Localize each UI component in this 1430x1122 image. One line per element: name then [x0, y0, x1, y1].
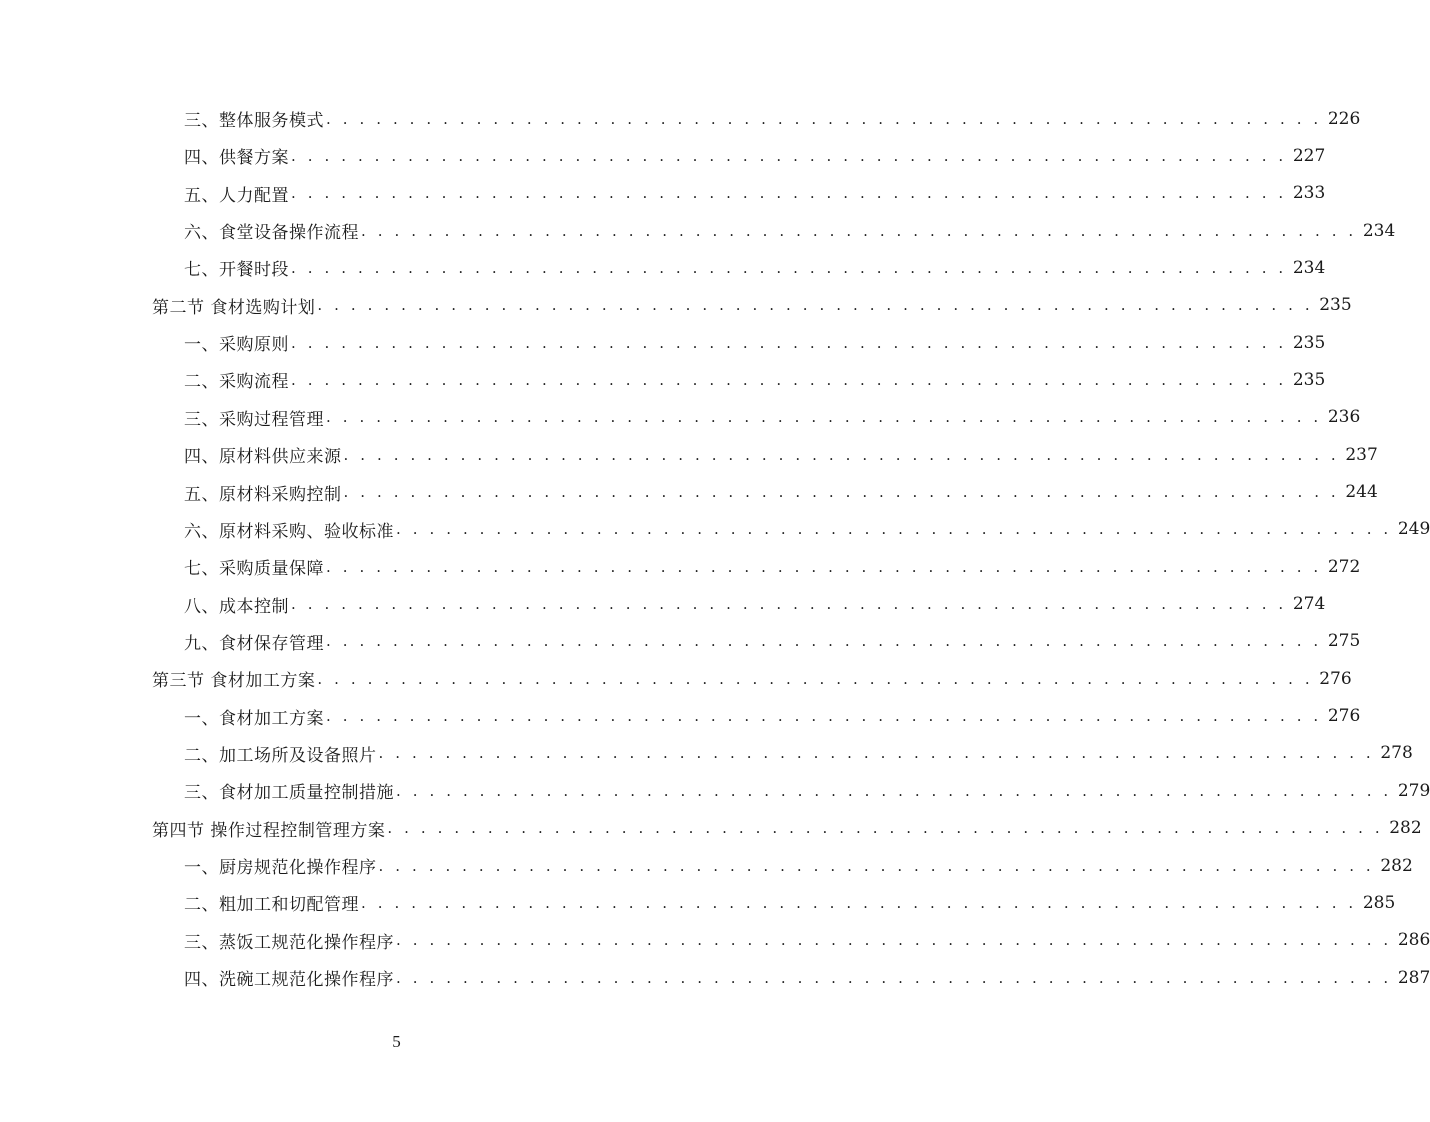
toc-entry[interactable]: [152, 660, 1352, 697]
toc-entry[interactable]: [152, 810, 1422, 847]
toc-entry-title: 四、洗碗工规范化操作程序: [184, 970, 394, 991]
toc-entry-title: 七、采购质量保障: [184, 559, 324, 580]
toc-entry-title: 一、厨房规范化操作程序: [184, 858, 377, 878]
toc-dot-leader: . . . . . . . . . . . . . . . . . . . . . . . . . . . . . . . . . . . . . . . . . . . . . . . . . . . . . . . . . . . .: [343, 445, 1340, 464]
toc-dot-leader: . . . . . . . . . . . . . . . . . . . . . . . . . . . . . . . . . . . . . . . . . . . . . . . . . . . . . . . . . . . .: [291, 146, 1287, 165]
toc-entry[interactable]: [184, 586, 1326, 623]
toc-entry-page: 244: [1345, 482, 1378, 502]
toc-dot-leader: . . . . . . . . . . . . . . . . . . . . . . . . . . . . . . . . . . . . . . . . . . . . . . . . . . . . . . . . . . . .: [291, 370, 1287, 389]
toc-entry-title: 一、食材加工方案: [184, 708, 324, 729]
toc-entry-title: 二、采购流程: [184, 372, 289, 393]
toc-entry[interactable]: [184, 212, 1396, 249]
toc-entry-title: 三、整体服务模式: [184, 111, 324, 131]
toc-entry-page: 279: [1397, 780, 1430, 801]
toc-entry-page: 282: [1380, 855, 1413, 876]
toc-entry[interactable]: [184, 249, 1326, 286]
toc-entry[interactable]: [184, 772, 1430, 809]
toc-entry-page: 278: [1380, 743, 1413, 764]
toc-entry[interactable]: [184, 735, 1413, 772]
toc-entry-page: 276: [1319, 668, 1352, 689]
toc-entry[interactable]: [184, 847, 1413, 884]
toc-dot-leader: . . . . . . . . . . . . . . . . . . . . . . . . . . . . . . . . . . . . . . . . . . . . . . . . . . . . . . . . . . . .: [361, 893, 1357, 912]
toc-entry-title: 第四节 操作过程控制管理方案: [152, 820, 386, 841]
toc-dot-leader: . . . . . . . . . . . . . . . . . . . . . . . . . . . . . . . . . . . . . . . . . . . . . . . . . . . . . . . . . . . .: [361, 221, 1357, 240]
toc-entry-title: 三、蒸饭工规范化操作程序: [184, 932, 394, 953]
toc-entry[interactable]: [184, 324, 1326, 361]
toc-entry-title: 八、成本控制: [184, 596, 289, 617]
toc-entry-page: 226: [1327, 108, 1361, 129]
toc-entry-page: 282: [1389, 818, 1422, 839]
toc-entry-page: 234: [1292, 257, 1326, 278]
toc-entry-page: 287: [1397, 967, 1430, 988]
toc-entry-page: 227: [1292, 145, 1326, 166]
toc-entry-page: 249: [1397, 519, 1430, 540]
toc-entry-title: 四、供餐方案: [184, 148, 289, 169]
toc-entry[interactable]: [184, 698, 1361, 735]
toc-dot-leader: . . . . . . . . . . . . . . . . . . . . . . . . . . . . . . . . . . . . . . . . . . . . . . . . . . . . . . . . . . . .: [378, 856, 1375, 875]
toc-entry-page: 276: [1327, 706, 1361, 727]
toc-dot-leader: . . . . . . . . . . . . . . . . . . . . . . . . . . . . . . . . . . . . . . . . . . . . . . . . . . . . . . . . . . . .: [396, 968, 1392, 987]
toc-entry-title: 三、采购过程管理: [184, 409, 324, 430]
toc-entry-title: 第三节 食材加工方案: [152, 671, 316, 692]
toc-dot-leader: . . . . . . . . . . . . . . . . . . . . . . . . . . . . . . . . . . . . . . . . . . . . . . . . . . . . . . . . . . . .: [343, 483, 1340, 501]
toc-entry-title: 七、开餐时段: [184, 260, 289, 281]
toc-entry-title: 四、原材料供应来源: [184, 447, 342, 468]
toc-entry-title: 五、原材料采购控制: [184, 484, 342, 505]
toc-entry[interactable]: [184, 137, 1326, 174]
toc-dot-leader: . . . . . . . . . . . . . . . . . . . . . . . . . . . . . . . . . . . . . . . . . . . . . . . . . . . . . . . . . . . .: [326, 109, 1322, 128]
toc-dot-leader: . . . . . . . . . . . . . . . . . . . . . . . . . . . . . . . . . . . . . . . . . . . . . . . . . . . . . . . . . . . .: [396, 781, 1392, 800]
toc-entry[interactable]: [184, 548, 1361, 585]
toc-dot-leader: . . . . . . . . . . . . . . . . . . . . . . . . . . . . . . . . . . . . . . . . . . . . . . . . . . . . . . . . . . . .: [396, 520, 1392, 539]
toc-dot-leader: . . . . . . . . . . . . . . . . . . . . . . . . . . . . . . . . . . . . . . . . . . . . . . . . . . . . . . . . . . . .: [326, 632, 1322, 651]
toc-dot-leader: . . . . . . . . . . . . . . . . . . . . . . . . . . . . . . . . . . . . . . . . . . . . . . . . . . . . . . . . . . . .: [291, 595, 1287, 614]
toc-dot-leader: . . . . . . . . . . . . . . . . . . . . . . . . . . . . . . . . . . . . . . . . . . . . . . . . . . . . . . . . . . . .: [317, 669, 1314, 688]
toc-dot-leader: . . . . . . . . . . . . . . . . . . . . . . . . . . . . . . . . . . . . . . . . . . . . . . . . . . . . . . . . . . . .: [317, 296, 1314, 315]
toc-entry[interactable]: [184, 884, 1396, 921]
toc-entry[interactable]: [184, 175, 1326, 212]
toc-entry[interactable]: [184, 922, 1430, 959]
toc-entry-title: 二、加工场所及设备照片: [184, 745, 377, 766]
toc-entry-title: 二、粗加工和切配管理: [184, 895, 359, 916]
toc-entry-page: 275: [1327, 631, 1361, 652]
toc-entry-title: 一、采购原则: [184, 335, 289, 356]
toc-entry-page: 285: [1362, 892, 1396, 913]
toc-dot-leader: . . . . . . . . . . . . . . . . . . . . . . . . . . . . . . . . . . . . . . . . . . . . . . . . . . . . . . . . . . . .: [387, 819, 1384, 838]
toc-dot-leader: . . . . . . . . . . . . . . . . . . . . . . . . . . . . . . . . . . . . . . . . . . . . . . . . . . . . . . . . . . . .: [326, 557, 1322, 576]
toc-entry-page: 235: [1319, 295, 1352, 316]
toc-entry-title: 六、食堂设备操作流程: [184, 223, 359, 244]
toc-entry-page: 286: [1397, 930, 1430, 951]
toc-entry-page: 274: [1292, 594, 1326, 615]
toc-dot-leader: . . . . . . . . . . . . . . . . . . . . . . . . . . . . . . . . . . . . . . . . . . . . . . . . . . . . . . . . . . . .: [378, 744, 1375, 763]
toc-entry-title: 六、原材料采购、验收标准: [184, 521, 394, 542]
toc-dot-leader: . . . . . . . . . . . . . . . . . . . . . . . . . . . . . . . . . . . . . . . . . . . . . . . . . . . . . . . . . . . .: [291, 333, 1287, 352]
toc-entry-page: 235: [1292, 332, 1326, 353]
toc-entry-title: 五、人力配置: [184, 185, 289, 206]
toc-entry[interactable]: [184, 100, 1361, 137]
toc-entry-page: 236: [1327, 407, 1361, 428]
toc-entry[interactable]: [184, 623, 1361, 660]
toc-entry[interactable]: [152, 287, 1352, 324]
toc-entry-title: 第二节 食材选购计划: [152, 297, 316, 318]
toc-entry-title: 九、食材保存管理: [184, 633, 324, 654]
toc-dot-leader: . . . . . . . . . . . . . . . . . . . . . . . . . . . . . . . . . . . . . . . . . . . . . . . . . . . . . . . . . . . .: [326, 408, 1322, 427]
toc-entry[interactable]: [184, 959, 1430, 996]
toc-entry[interactable]: [184, 474, 1378, 511]
toc-entry-title: 三、食材加工质量控制措施: [184, 783, 394, 804]
toc-dot-leader: . . . . . . . . . . . . . . . . . . . . . . . . . . . . . . . . . . . . . . . . . . . . . . . . . . . . . . . . . . . .: [291, 184, 1287, 203]
toc-entry[interactable]: [184, 399, 1361, 436]
toc-entry-page: 233: [1292, 183, 1326, 204]
toc-dot-leader: . . . . . . . . . . . . . . . . . . . . . . . . . . . . . . . . . . . . . . . . . . . . . . . . . . . . . . . . . . . .: [396, 931, 1392, 950]
toc-entry-page: 234: [1362, 220, 1396, 241]
toc-entry[interactable]: [184, 436, 1378, 473]
toc-dot-leader: . . . . . . . . . . . . . . . . . . . . . . . . . . . . . . . . . . . . . . . . . . . . . . . . . . . . . . . . . . . .: [326, 707, 1322, 726]
toc-entry[interactable]: [184, 511, 1430, 548]
page-number: 5: [392, 1032, 401, 1051]
toc-entry-page: 272: [1327, 556, 1361, 577]
toc-dot-leader: . . . . . . . . . . . . . . . . . . . . . . . . . . . . . . . . . . . . . . . . . . . . . . . . . . . . . . . . . . . .: [291, 258, 1287, 277]
toc-entry[interactable]: [184, 361, 1326, 398]
toc-entry-page: 237: [1345, 444, 1378, 465]
toc-entry-page: 235: [1292, 369, 1326, 390]
